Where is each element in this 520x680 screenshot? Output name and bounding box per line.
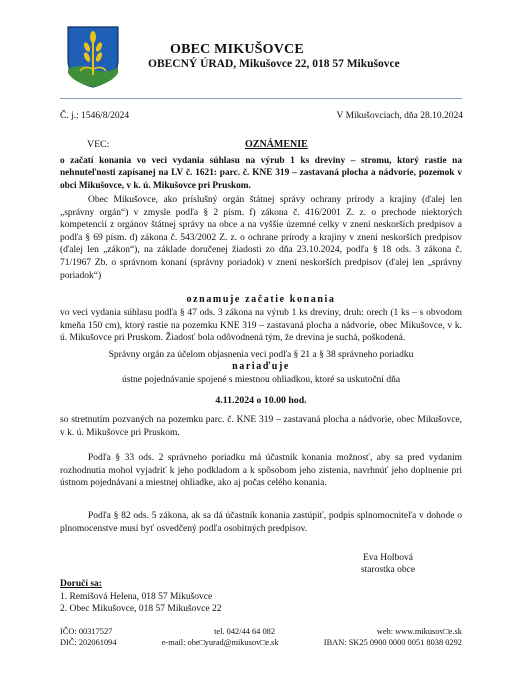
signatory-role: starostka obce [360,565,416,576]
municipality-name: OBEC MIKUŠOVCE [170,42,304,57]
representation-paragraph: Podľa § 82 ods. 5 zákona, ak sa dá účastník konania zastúpiť, podpis splnomocniteľa v dohode o plnomocenstve musí byť osvedčený podľa osobitných predpisov. [60,511,462,534]
rights-paragraph: Podľa § 33 ods. 2 správneho poriadku má účastník konania možnosť, aby sa pred vydaním rozhodnutia mohol vyjadriť k jeho podkladom a k spôsobom jeho zistenia, navrhnúť jeho doplnenie pri ústnom pojednávaní a miestnej ohliadke, ako aj počas celého konania. [60,453,462,489]
footer-email-link[interactable]: e-mail: obe□yurad@mikusov□e.sk [161,638,279,647]
footer-iban: IBAN: SK25 0900 0000 0051 8038 0292 [323,638,462,647]
order-heading: nariaďuje [232,361,290,372]
footer [60,626,462,648]
place-date: V Mikušovciach, dňa 28.10.2024 [336,111,463,121]
reference-number: Č. j.: 1546/8/2024 [60,111,130,121]
delivery-title: Doručí sa: [60,579,102,589]
announcement-heading: oznamuje začatie konania [186,294,336,305]
footer-web-link[interactable]: web: www.mikusov□e.sk [376,627,462,636]
order-text: ústne pojednávanie spojené s miestnou ohliadkou, ktoré sa uskutoční dňa [121,375,401,385]
office-address: OBECNÝ ÚRAD, Mikušovce 22, 018 57 Mikušovce [148,58,400,70]
intro-paragraph: Obec Mikušovce, ako príslušný orgán štátnej správy ochrany prírody a krajiny (ďalej len „správny orgán“) v zmysle podľa § 2 písm. f) zákona č. 416/2001 Z. z. o prechode niektorých kompetencií z orgánov štátnej správy na obce a na vyššie územné celky v znení neskorších predpisov a podľa § 69 písm. d) zákona č. 543/2002 Z. z. o ochrane prírody a krajiny v znení neskorších predpisov (ďalej len „zákon“), na základe doručenej žiadosti zo dňa 23.10.2024, podľa § 18 ods. 3 zákona č. 71/1967 Zb. o správnom konaní (správny poriadok) v znení neskorších predpisov (ďalej len „správny poriadok“) [60,195,462,281]
subject-text: o začatí konania vo veci vydania súhlasu na výrub 1 ks dreviny – stromu, ktorý rastie na nehnuteľnosti zapísanej na LV č. 1621: parc. č. KNE 319 – zastavaná plocha a nádvorie, pozemok v obci Mikušovce, v k. ú. Mikušovce pri Pruskom. [60,156,462,191]
document-title: OZNÁMENIE [245,139,308,150]
footer-dic: DIČ: 202061094 [60,638,117,647]
delivery-list [60,578,221,616]
subject-label: VEC: [87,139,110,150]
delivery-item: 1. Remišová Helena, 018 57 Mikušovce [60,591,213,602]
matter-paragraph: vo veci vydania súhlasu podľa § 47 ods. 3 zákona na výrub 1 ks dreviny, druh: orech (1 ks – s obvodom kmeňa 150 cm), ktorý rastie na pozemku KNE 319 – zastavaná plocha a nádvorie, obec Mikušovce, v k. ú. Mikušovce pri Pruskom. Žiadosť bola odôvodnená tým, že drevina je suchá, poškodená. [60,308,462,344]
footer-ico: IČO: 00317527 [60,627,113,636]
delivery-item: 2. Obec Mikušovce, 018 57 Mikušovce 22 [60,604,222,615]
header-divider [60,98,462,99]
hearing-datetime: 4.11.2024 o 10.00 hod. [215,395,307,406]
meeting-paragraph: so stretnutím pozvaných na pozemku parc. č. KNE 319 – zastavaná plocha a nádvorie, obec Mikušovce, v k. ú. Mikušovce pri Pruskom. [60,415,462,438]
order-intro: Správny orgán za účelom objasnenia veci podľa § 21 a § 38 správneho poriadku [108,350,414,360]
signatory-name: Eva Holbová [363,553,413,563]
footer-phone: tel. 042/44 64 082 [214,627,276,636]
coat-of-arms-icon [66,25,120,89]
signature-block [345,552,431,577]
